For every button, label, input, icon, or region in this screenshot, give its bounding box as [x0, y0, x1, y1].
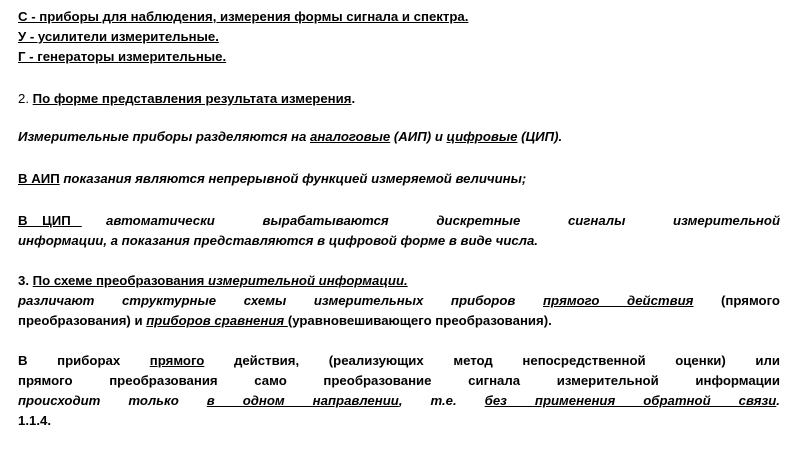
text-segment: автоматически вырабатываются дискретные сигналы измерительной [106, 213, 780, 228]
paragraph-device-types [18, 128, 780, 146]
text-segment: (АИП) и [390, 129, 447, 144]
section-3-number: 3. [18, 273, 33, 288]
text-segment: преобразования) и [18, 313, 147, 328]
paragraph-direct-line-1 [18, 352, 780, 370]
text-segment: , т.е. [398, 393, 485, 408]
line-g-generators: Г - генераторы измерительные. [18, 49, 227, 64]
section-ref: 1.1.4. [18, 413, 51, 428]
section-2-heading [18, 90, 780, 108]
section-2-title: По форме представления результата измерения [32, 91, 352, 106]
line-c-devices: С - приборы для наблюдения, измерения формы сигнала и спектра. [18, 9, 469, 24]
text-segment: Измерительные приборы разделяются на [18, 129, 310, 144]
section-3-title-italic: измерительной информации. [208, 273, 408, 288]
text-segment: В приборах [18, 353, 150, 368]
paragraph-cip-line-1 [18, 212, 780, 230]
term-direct-action: прямого действия [542, 293, 694, 308]
term-cip: В ЦИП [18, 213, 82, 228]
paragraph-direct-line-3 [18, 392, 780, 410]
term-direct: прямого [149, 353, 205, 368]
term-no-feedback: без применения обратной связи [484, 393, 777, 408]
term-aip: В АИП [18, 171, 60, 186]
text-segment: различают структурные схемы измерительных приборов [18, 293, 543, 308]
paragraph-direct-line-2: прямого преобразования само преобразование сигнала измерительной информации [18, 373, 780, 388]
text-segment: . [776, 393, 780, 408]
section-2-dot: . [351, 91, 356, 106]
section-2-number: 2. [18, 91, 33, 106]
line-u-amplifiers: У - усилители измерительные. [18, 29, 219, 44]
term-comparison-devices: приборов сравнения [146, 313, 288, 328]
section-3-title: По схеме преобразования [32, 273, 209, 288]
paragraph-schemes-line-2 [18, 312, 780, 330]
term-digital: цифровые [446, 129, 518, 144]
term-one-direction: в одном направлении [206, 393, 399, 408]
paragraph-aip [18, 170, 780, 188]
text-segment: показания являются непрерывной функцией измеряемой величины; [59, 171, 527, 186]
paragraph-cip-line-2: информации, а показания представляются в цифровой форме в виде числа. [18, 233, 538, 248]
text-segment: (ЦИП). [517, 129, 563, 144]
text-segment: действия, (реализующих метод непосредственной оценки) или [204, 353, 780, 368]
text-segment: (прямого [693, 293, 780, 308]
section-3-heading [18, 272, 780, 290]
text-segment: (уравновешивающего преобразования). [287, 313, 552, 328]
paragraph-schemes-line-1 [18, 292, 780, 310]
text-segment: происходит только [18, 393, 207, 408]
term-analog: аналоговые [310, 129, 391, 144]
